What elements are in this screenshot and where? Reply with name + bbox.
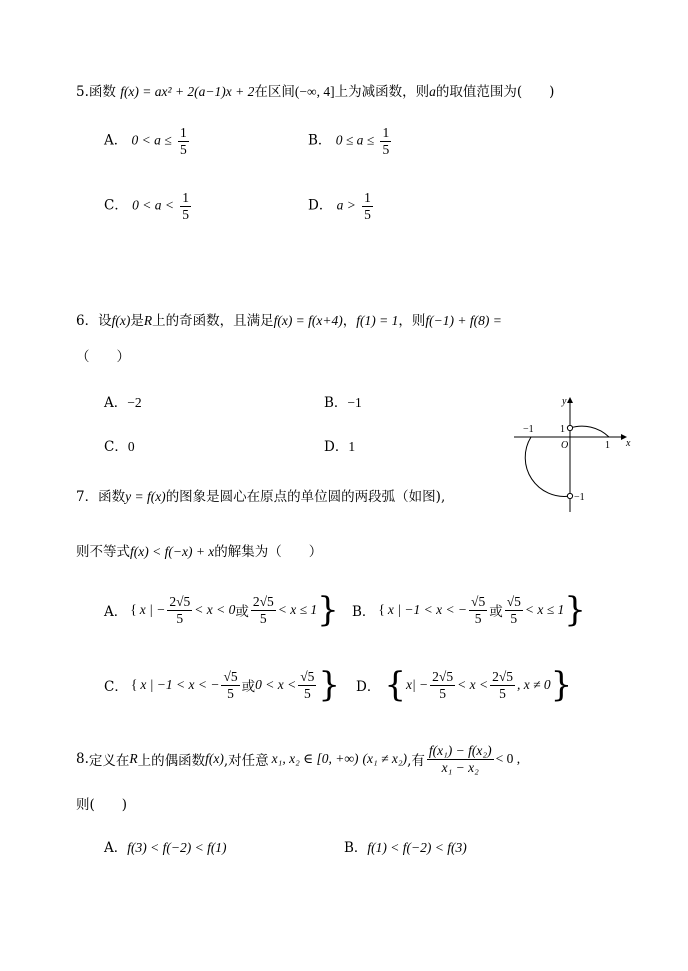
q7-option-a-or: 或 [235,604,249,620]
q7-option-d-p3: , x ≠ 0 [516,677,551,692]
q5-option-c-den: 5 [182,206,190,222]
q6-eq2: f(1) = 1 [356,313,399,328]
q7-option-d-p1: x| − [405,677,429,692]
q5-option-d-label: D． [308,197,333,214]
y-axis-label: y [562,396,567,407]
q6-option-d-value: 1 [348,439,356,454]
q8-option-a-expr: f(3) < f(−2) < f(1) [127,840,227,855]
q7-ineq: f(x) < f(−x) + x [130,544,215,559]
q6-stem [76,309,502,329]
q6-option-a[interactable] [104,391,142,411]
q8-text-b: 上的偶函数 [137,753,206,769]
x-neg-one-label: −1 [523,424,534,435]
q5-option-d[interactable] [308,191,375,221]
q7-option-b-p1: x | −1 < x < − [387,602,468,617]
q8-frac-num: f(x₁) − f(x₂) [428,743,492,758]
q5-option-c-label: C． [104,197,128,214]
q8-fraction [427,744,494,774]
q6-option-b[interactable] [324,391,362,411]
q5-stem [76,80,554,100]
q5-option-c-expr: 0 < a < [132,197,174,213]
q8-frac-den: x₁ − x₂ [441,759,479,775]
q5-number: 5. [76,84,89,100]
q6-option-d-label: D． [324,439,349,455]
left-brace: { [378,602,385,617]
q5-option-a-label: A． [104,132,128,149]
left-brace: { [130,602,137,617]
q5-option-d-expr: a > [336,197,356,213]
q5-text-b: 在区间 [254,84,295,100]
q5-formula: f(x) = ax² + 2(a−1)x + 2 [120,84,255,99]
x-one-label: 1 [605,440,610,451]
q7-number: 7． [76,489,99,505]
q7-text-b: 的图象是圆心在原点的单位圆的两段弧（如图), [165,489,446,505]
q6-option-c-value: 0 [127,439,135,454]
q5-option-b[interactable] [308,126,393,156]
q7-text-a: 函数 [98,489,126,505]
q8-stem [76,744,520,774]
q7-option-a-p3: < x ≤ 1 [277,602,318,617]
q5-option-d-num: 1 [364,190,371,205]
q7-option-d[interactable] [356,665,573,705]
q7-option-b-frac2 [505,595,523,625]
q7-option-d-n2: 2√5 [492,669,513,684]
q5-option-b-expr: 0 ≤ a ≤ [335,132,375,148]
right-brace: } [564,590,586,630]
q5-option-c-fraction [180,191,191,221]
q8-then: 则( ) [76,797,128,813]
q7-option-c[interactable] [104,665,341,705]
q8-number: 8. [76,751,89,767]
right-brace: } [317,590,339,630]
q5-option-a[interactable] [104,126,191,156]
y-one-label: 1 [560,424,565,435]
q6-paren: （ ） [76,349,130,365]
q8-text-c: ,对任意 [223,753,269,769]
left-brace: { [130,677,138,692]
q6-text-c: 上的奇函数，且满足 [152,313,274,329]
q6-text-b: 是 [130,313,144,329]
q7-option-b-label: B． [352,604,376,620]
q7-option-a[interactable] [104,590,339,630]
unit-circle-graph [510,392,636,516]
q5-text-c: 上为减函数，则 [334,84,430,100]
q5-interval: (−∞, 4] [294,84,335,99]
q6-option-b-value: −1 [347,395,362,410]
q8-option-b-label: B． [344,840,368,856]
q7-option-a-frac2 [251,595,276,625]
q5-text-d: 的取值范围为( ) [435,84,555,100]
q7-option-c-n2: √5 [300,669,315,684]
q7-option-d-d1: 5 [439,685,446,701]
q7-option-a-p2: < x < 0 [194,602,236,617]
q8-vars: x₁, x₂ ∈ [0, +∞) [271,751,359,766]
q7-option-a-d1: 5 [176,610,184,626]
q7-option-a-label: A． [104,604,128,620]
q7-option-c-frac2 [298,670,316,700]
q5-text-a: 函数 [88,84,116,100]
open-point-top [567,425,572,430]
q7-option-b-p3: < x ≤ 1 [524,602,565,617]
q5-option-d-fraction [362,191,373,221]
q7-option-c-label: C． [104,679,128,695]
arc-first-quadrant [570,426,609,437]
q6-option-c[interactable] [104,435,135,455]
q8-text-a: 定义在 [88,753,130,769]
q7-option-d-d2: 5 [499,685,506,701]
q8-option-b-expr: f(1) < f(−2) < f(3) [367,840,467,855]
q7-option-d-frac1 [430,670,455,700]
q5-option-a-den: 5 [180,141,187,157]
q7-option-d-n1: 2√5 [432,669,454,684]
q7-option-b-or: 或 [489,604,503,620]
origin-label: O [561,440,569,451]
q5-option-b-label: B． [308,132,332,149]
q8-option-b[interactable] [344,836,467,856]
q7-option-c-frac1 [221,670,239,700]
q5-option-a-num: 1 [180,125,187,140]
left-brace: { [384,665,406,705]
q7-option-b-d2: 5 [510,610,518,626]
q7-option-b-frac1 [469,595,487,625]
q8-cond: (x₁ ≠ x₂) [362,751,408,766]
q5-option-c-num: 1 [182,190,190,205]
q7-option-d-frac2 [490,670,515,700]
q6-option-b-label: B． [324,395,348,411]
q5-option-b-num: 1 [382,125,390,140]
q7-option-a-n2: 2√5 [252,594,274,609]
q6-number: 6． [76,313,99,329]
q7-option-c-p1: x | −1 < x < − [140,677,220,692]
q8-option-a[interactable] [104,836,227,856]
q5-option-b-den: 5 [382,141,390,157]
q7-option-c-or: 或 [241,679,256,695]
q5-option-d-den: 5 [364,206,371,222]
q8-option-a-label: A． [104,840,128,856]
q7-line2-a: 则不等式 [76,544,130,560]
q7-line2-b: 的解集为（ ） [214,544,323,560]
q5-option-c[interactable] [104,191,193,221]
q7-option-b[interactable] [352,590,586,630]
q7-option-c-d2: 5 [303,685,311,701]
q6-option-a-label: A． [104,395,128,411]
q6-text-d: ，则 [398,313,426,329]
q5-var-a: a [429,84,436,99]
q7-option-a-p1: x | − [139,602,166,617]
q6-eq1: f(x) = f(x+4) [273,313,343,328]
y-neg-one-label: −1 [574,492,585,503]
q6-option-c-label: C． [104,439,128,455]
q7-option-c-n1: √5 [223,669,238,684]
q7-option-c-d1: 5 [227,685,234,701]
q7-option-a-n1: 2√5 [169,594,191,609]
q5-option-a-expr: 0 < a ≤ [131,132,172,148]
right-brace: } [318,665,341,705]
q7-func: y = f(x) [125,489,166,504]
right-brace: } [550,665,573,705]
x-axis-label: x [626,438,631,449]
q8-text-d: ,有 [407,753,425,769]
q7-option-b-n1: √5 [471,594,486,609]
q6-comma: ， [342,313,357,329]
q6-option-a-value: −2 [127,395,142,410]
q7-stem [76,485,445,505]
q7-option-b-n2: √5 [506,594,521,609]
q6-option-d[interactable] [324,435,355,455]
q6-r: R [143,313,153,328]
q7-option-a-d2: 5 [259,610,267,626]
open-point-bottom [567,493,572,498]
q8-tail: < 0 , [495,751,521,766]
q6-text-a: 设 [98,313,112,329]
q8-r: R [129,751,138,766]
q7-option-c-p2: 0 < x < [255,677,297,692]
q5-option-b-fraction [380,126,391,156]
q7-option-d-p2: < x < [457,677,489,692]
q5-option-a-fraction [178,126,189,156]
q6-fx: f(x) [111,313,131,328]
q6-eq3: f(−1) + f(8) = [425,313,502,328]
q8-fx: f(x) [205,751,224,766]
q7-stem-line2 [76,540,322,560]
q7-option-a-frac1 [167,595,192,625]
q7-option-b-d1: 5 [474,610,482,626]
q7-option-d-label: D． [356,679,381,695]
